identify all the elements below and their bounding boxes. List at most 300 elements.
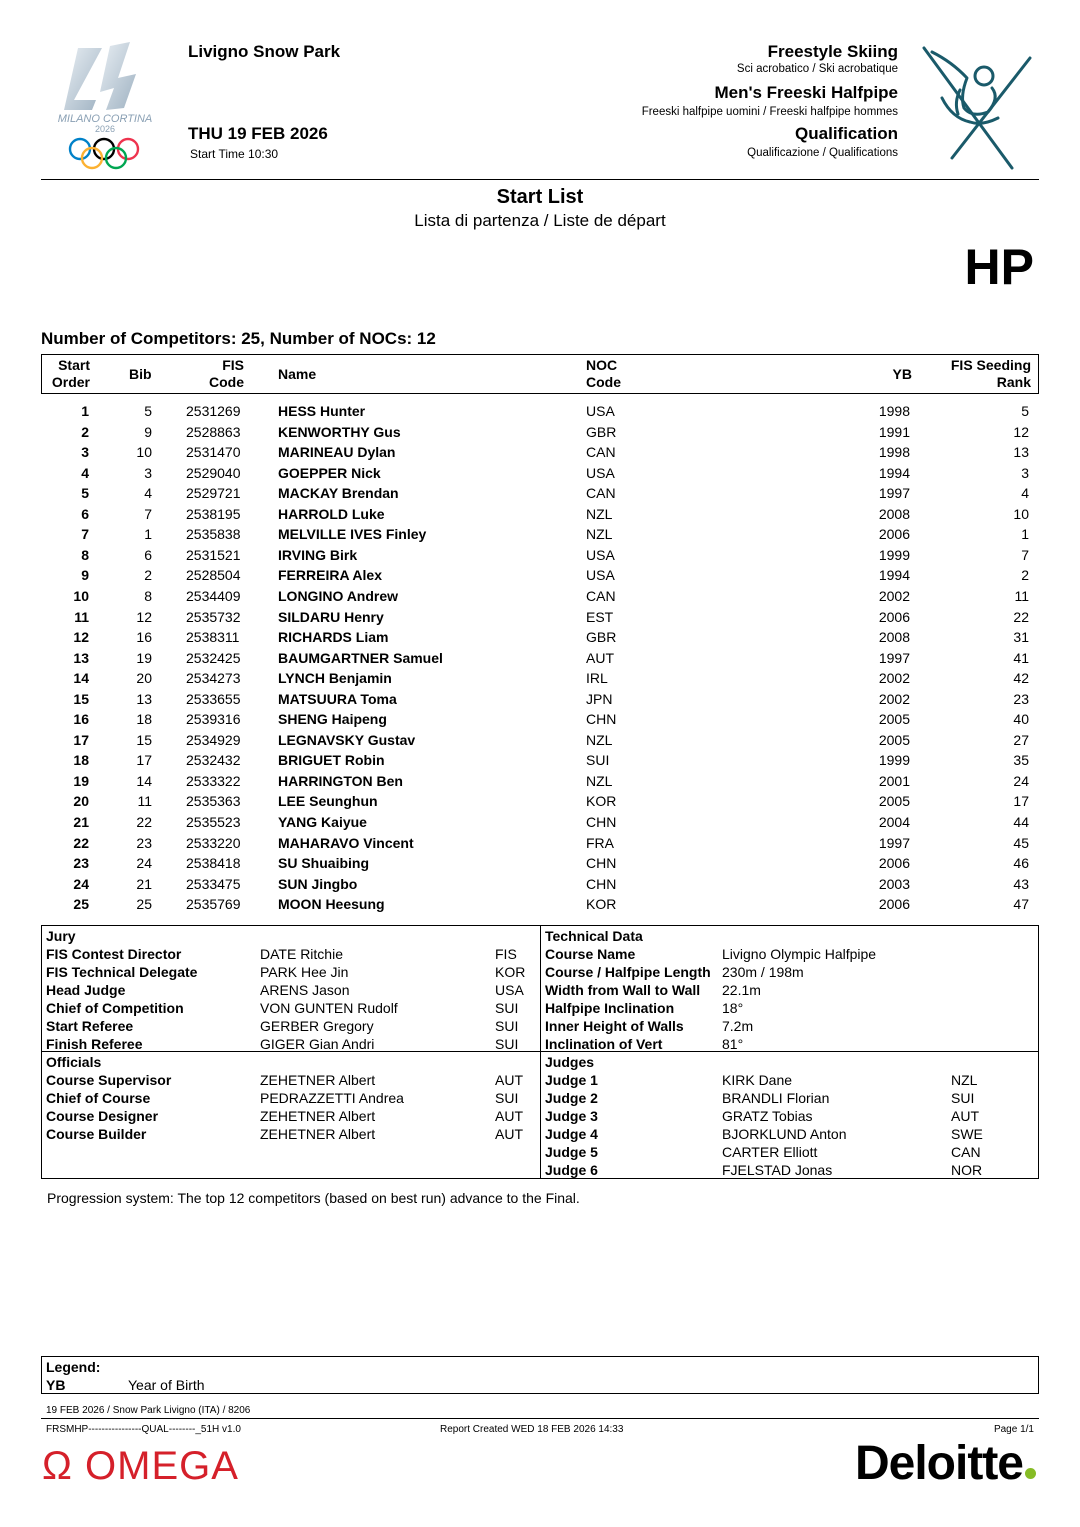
table-row <box>41 627 1037 647</box>
jury-name: GERBER Gregory <box>260 1018 374 1034</box>
year-of-birth: 2002 <box>878 587 910 604</box>
bib: 15 <box>136 731 152 748</box>
table-row <box>41 607 1037 627</box>
legend-key: YB <box>46 1377 66 1393</box>
judge-name: CARTER Elliott <box>722 1144 818 1160</box>
seeding-rank: 24 <box>1013 772 1029 789</box>
bib: 4 <box>144 485 152 502</box>
col-bib: Bib <box>129 366 152 382</box>
judge-name: BRANDLI Florian <box>722 1090 830 1106</box>
document-title: Start List <box>496 186 584 208</box>
noc-code: CHN <box>586 814 617 830</box>
official-role: Course Builder <box>46 1126 147 1142</box>
year-of-birth: 2006 <box>878 608 910 625</box>
bib: 18 <box>136 711 152 728</box>
jury-name: PARK Hee Jin <box>260 964 349 980</box>
start-order: 2 <box>81 423 89 440</box>
official-role: Chief of Course <box>46 1090 151 1106</box>
freestyle-skier-pictogram-icon <box>912 38 1034 174</box>
table-row <box>41 442 1037 462</box>
noc-code: USA <box>586 464 615 481</box>
noc-code: KOR <box>586 793 617 810</box>
bib: 14 <box>136 772 152 789</box>
seeding-rank: 47 <box>1013 896 1029 913</box>
seeding-rank: 31 <box>1013 629 1029 646</box>
year-of-birth: 2002 <box>878 670 910 687</box>
noc-code: CHN <box>586 855 617 872</box>
footer-report-code: FRSMHP----------------QUAL--------_51H v1.0 <box>46 1424 241 1435</box>
deloitte-logo: Deloitte <box>855 1436 1036 1491</box>
year-of-birth: 2002 <box>878 690 910 707</box>
start-order: 18 <box>73 752 89 769</box>
seeding-rank: 23 <box>1013 690 1029 707</box>
sport-name: Freestyle Skiing <box>767 42 898 61</box>
bib: 6 <box>144 546 152 563</box>
start-order: 20 <box>73 793 89 810</box>
fis-code: 2538418 <box>186 855 241 872</box>
table-row <box>41 812 1037 832</box>
athlete-name: SILDARU Henry <box>278 608 384 625</box>
fis-code: 2538311 <box>186 629 240 646</box>
year-of-birth: 1997 <box>878 485 910 502</box>
athlete-name: MARINEAU Dylan <box>278 444 396 461</box>
technical-label: Width from Wall to Wall <box>545 982 701 998</box>
start-order: 11 <box>74 608 89 625</box>
start-order: 12 <box>73 629 89 646</box>
fis-code: 2535363 <box>186 793 241 810</box>
judge-noc: NOR <box>951 1162 983 1178</box>
athlete-name: BAUMGARTNER Samuel <box>278 649 443 666</box>
seeding-rank: 12 <box>1013 423 1029 440</box>
year-of-birth: 1999 <box>878 752 910 769</box>
fis-code: 2533655 <box>186 690 241 707</box>
jury-role: FIS Contest Director <box>46 946 182 962</box>
technical-label: Halfpipe Inclination <box>545 1000 675 1016</box>
bib: 13 <box>136 690 152 707</box>
noc-code: EST <box>586 608 614 625</box>
officials-box <box>41 925 1039 1179</box>
technical-value: 81° <box>722 1036 744 1052</box>
progression-note: Progression system: The top 12 competitors (based on best run) advance to the Final. <box>47 1190 580 1206</box>
table-row <box>41 750 1037 770</box>
bib: 8 <box>144 587 152 604</box>
athlete-name: BRIGUET Robin <box>278 752 385 769</box>
seeding-rank: 3 <box>1021 464 1029 481</box>
table-row <box>41 422 1037 442</box>
year-of-birth: 2001 <box>878 772 910 789</box>
jury-name: GIGER Gian Andri <box>260 1036 375 1052</box>
judge-role: Judge 6 <box>545 1162 598 1178</box>
omega-logo: Ω OMEGA <box>42 1444 239 1488</box>
seeding-rank: 27 <box>1013 731 1029 748</box>
bib: 21 <box>136 875 152 892</box>
judge-name: KIRK Dane <box>722 1072 793 1088</box>
svg-text:2026: 2026 <box>94 124 116 134</box>
start-order: 8 <box>81 546 89 563</box>
start-order: 24 <box>73 875 89 892</box>
table-row <box>41 771 1037 791</box>
athlete-name: MAHARAVO Vincent <box>278 834 414 851</box>
document-subtitle: Lista di partenza / Liste de départ <box>414 211 666 230</box>
deloitte-dot-icon <box>1025 1468 1036 1479</box>
start-order: 16 <box>73 711 89 728</box>
seeding-rank: 10 <box>1013 505 1029 522</box>
bib: 25 <box>136 896 152 913</box>
year-of-birth: 2006 <box>878 896 910 913</box>
start-order: 19 <box>73 772 89 789</box>
athlete-name: LYNCH Benjamin <box>278 670 392 687</box>
seeding-rank: 46 <box>1013 855 1029 872</box>
bib: 17 <box>136 752 152 769</box>
fis-code: 2532432 <box>186 752 241 769</box>
fis-code: 2528863 <box>186 423 241 440</box>
bib: 2 <box>144 567 152 584</box>
start-order: 1 <box>81 403 89 419</box>
year-of-birth: 2005 <box>878 731 910 748</box>
year-of-birth: 1999 <box>878 546 910 563</box>
judge-noc: SWE <box>951 1126 983 1142</box>
discipline-code: HP <box>964 239 1034 295</box>
start-order: 23 <box>73 855 89 872</box>
athlete-name: HESS Hunter <box>278 403 366 419</box>
noc-code: CAN <box>586 587 616 604</box>
bib: 16 <box>136 629 152 646</box>
judge-noc: AUT <box>951 1108 979 1124</box>
event-date: THU 19 FEB 2026 <box>188 124 328 143</box>
noc-code: SUI <box>586 752 610 769</box>
table-row <box>41 483 1037 503</box>
col-noc-code: NOC Code <box>586 357 621 390</box>
noc-code: KOR <box>586 896 617 913</box>
fis-code: 2529040 <box>186 464 241 481</box>
seeding-rank: 22 <box>1013 608 1029 625</box>
judge-noc: NZL <box>951 1072 978 1088</box>
seeding-rank: 42 <box>1013 670 1029 687</box>
start-order: 14 <box>73 670 89 687</box>
jury-noc: SUI <box>495 1018 519 1034</box>
noc-code: GBR <box>586 423 617 440</box>
judges-title: Judges <box>545 1054 595 1070</box>
jury-noc: SUI <box>495 1000 519 1016</box>
seeding-rank: 40 <box>1013 711 1029 728</box>
fis-code: 2533322 <box>186 772 241 789</box>
table-row <box>41 463 1037 483</box>
jury-name: VON GUNTEN Rudolf <box>260 1000 398 1016</box>
athlete-name: SHENG Haipeng <box>278 711 387 728</box>
bib: 19 <box>136 649 152 666</box>
judge-name: FJELSTAD Jonas <box>722 1162 833 1178</box>
jury-noc: SUI <box>495 1036 519 1052</box>
technical-value: 22.1m <box>722 982 761 998</box>
judge-noc: SUI <box>951 1090 975 1106</box>
col-seeding-rank: FIS Seeding Rank <box>950 357 1031 390</box>
bib: 1 <box>144 526 152 543</box>
table-row <box>41 874 1037 894</box>
table-row <box>41 565 1037 585</box>
athlete-name: KENWORTHY Gus <box>278 423 401 440</box>
jury-noc: FIS <box>495 946 517 962</box>
seeding-rank: 44 <box>1013 814 1029 830</box>
year-of-birth: 2006 <box>878 526 910 543</box>
svg-text:MILANO CORTINA: MILANO CORTINA <box>57 113 153 125</box>
omega-symbol-icon: Ω <box>42 1444 73 1488</box>
table-row <box>41 524 1037 544</box>
year-of-birth: 2008 <box>878 629 910 646</box>
official-noc: AUT <box>495 1126 523 1142</box>
officials-title: Officials <box>46 1054 102 1070</box>
athlete-name: MATSUURA Toma <box>278 690 397 707</box>
technical-value: 230m / 198m <box>722 964 804 980</box>
header-divider <box>41 179 1039 180</box>
bib: 24 <box>136 855 152 872</box>
year-of-birth: 1994 <box>878 567 910 584</box>
col-fis-code: FIS Code <box>209 357 244 390</box>
fis-code: 2538195 <box>186 505 241 522</box>
noc-code: JPN <box>586 690 613 707</box>
start-order: 3 <box>81 444 89 461</box>
table-row <box>41 791 1037 811</box>
fis-code: 2534929 <box>186 731 241 748</box>
bib: 11 <box>137 793 152 810</box>
seeding-rank: 17 <box>1013 793 1029 810</box>
bib: 22 <box>136 814 152 830</box>
year-of-birth: 2005 <box>878 711 910 728</box>
noc-code: NZL <box>586 526 613 543</box>
technical-value: Livigno Olympic Halfpipe <box>722 946 877 962</box>
athlete-name: SU Shuaibing <box>278 855 369 872</box>
technical-label: Course / Halfpipe Length <box>545 964 711 980</box>
athlete-name: LEGNAVSKY Gustav <box>278 731 416 748</box>
noc-code: NZL <box>586 731 613 748</box>
seeding-rank: 13 <box>1013 444 1029 461</box>
noc-code: CHN <box>586 711 617 728</box>
judge-name: BJORKLUND Anton <box>722 1126 847 1142</box>
event-name: Men's Freeski Halfpipe <box>714 83 898 102</box>
footer-report-created: Report Created WED 18 FEB 2026 14:33 <box>440 1424 624 1435</box>
year-of-birth: 1997 <box>878 834 910 851</box>
table-row <box>41 689 1037 709</box>
start-order: 7 <box>81 526 89 543</box>
athlete-name: MELVILLE IVES Finley <box>278 526 427 543</box>
noc-code: IRL <box>586 670 608 687</box>
jury-title: Jury <box>46 928 76 944</box>
start-order: 15 <box>73 690 89 707</box>
judge-role: Judge 1 <box>545 1072 598 1088</box>
start-order: 10 <box>73 587 89 604</box>
official-noc: AUT <box>495 1108 523 1124</box>
start-order: 5 <box>81 485 89 502</box>
noc-code: AUT <box>586 649 614 666</box>
athlete-name: LONGINO Andrew <box>278 587 399 604</box>
technical-value: 18° <box>722 1000 744 1016</box>
table-row <box>41 668 1037 688</box>
official-role: Course Designer <box>46 1108 159 1124</box>
fis-code: 2532425 <box>186 649 241 666</box>
official-name: PEDRAZZETTI Andrea <box>260 1090 404 1106</box>
official-name: ZEHETNER Albert <box>260 1072 376 1088</box>
col-yb: YB <box>892 366 912 382</box>
bib: 12 <box>136 608 152 625</box>
technical-value: 7.2m <box>722 1018 754 1034</box>
start-order: 21 <box>73 814 89 830</box>
jury-role: Start Referee <box>46 1018 134 1034</box>
athlete-name: YANG Kaiyue <box>278 814 367 830</box>
footer-divider <box>41 1418 1039 1419</box>
year-of-birth: 2003 <box>878 875 910 892</box>
fis-code: 2535523 <box>186 814 241 830</box>
fis-code: 2534273 <box>186 670 241 687</box>
year-of-birth: 1994 <box>878 464 910 481</box>
technical-label: Inclination of Vert <box>545 1036 663 1052</box>
fis-code: 2531470 <box>186 444 241 461</box>
year-of-birth: 1998 <box>878 444 910 461</box>
fis-code: 2535732 <box>186 608 241 625</box>
col-start-order: Start Order <box>51 357 90 390</box>
fis-code: 2533220 <box>186 834 241 851</box>
judge-role: Judge 2 <box>545 1090 598 1106</box>
official-name: ZEHETNER Albert <box>260 1126 376 1142</box>
year-of-birth: 2006 <box>878 855 910 872</box>
competitor-count: Number of Competitors: 25, Number of NOCs: 12 <box>41 329 436 348</box>
venue-name: Livigno Snow Park <box>188 42 341 61</box>
athlete-name: HARRINGTON Ben <box>278 772 403 789</box>
event-translation: Freeski halfpipe uomini / Freeski halfpipe hommes <box>641 106 898 118</box>
bib: 10 <box>136 444 152 461</box>
start-order: 13 <box>73 649 89 666</box>
table-row <box>41 545 1037 565</box>
year-of-birth: 2008 <box>878 505 910 522</box>
year-of-birth: 1998 <box>878 403 910 419</box>
official-noc: SUI <box>495 1090 519 1106</box>
fis-code: 2539316 <box>186 711 241 728</box>
noc-code: NZL <box>586 772 613 789</box>
athlete-name: MOON Heesung <box>278 896 385 913</box>
jury-role: FIS Technical Delegate <box>46 964 198 980</box>
start-order: 25 <box>73 896 89 913</box>
bib: 20 <box>136 670 152 687</box>
seeding-rank: 2 <box>1021 567 1029 584</box>
phase-name: Qualification <box>795 124 898 143</box>
fis-code: 2531521 <box>186 546 241 563</box>
jury-role: Chief of Competition <box>46 1000 184 1016</box>
table-row <box>41 401 1037 421</box>
table-row <box>41 504 1037 524</box>
start-order: 6 <box>81 505 89 522</box>
start-time: Start Time 10:30 <box>190 147 279 161</box>
year-of-birth: 1991 <box>878 423 910 440</box>
technical-title: Technical Data <box>545 928 643 944</box>
seeding-rank: 45 <box>1013 834 1029 851</box>
seeding-rank: 1 <box>1021 526 1029 543</box>
bib: 3 <box>144 464 152 481</box>
games-logo <box>44 38 166 173</box>
seeding-rank: 4 <box>1021 485 1029 502</box>
jury-name: DATE Ritchie <box>260 946 343 962</box>
noc-code: CAN <box>586 485 616 502</box>
table-row <box>41 648 1037 668</box>
bib: 9 <box>144 423 152 440</box>
technical-label: Inner Height of Walls <box>545 1018 684 1034</box>
technical-label: Course Name <box>545 946 636 962</box>
noc-code: NZL <box>586 505 613 522</box>
footer-venue-line: 19 FEB 2026 / Snow Park Livigno (ITA) / 8206 <box>46 1405 251 1416</box>
start-order: 4 <box>81 464 89 481</box>
fis-code: 2533475 <box>186 875 241 892</box>
bib: 5 <box>144 403 152 419</box>
athlete-name: MACKAY Brendan <box>278 485 399 502</box>
jury-role: Finish Referee <box>46 1036 143 1052</box>
seeding-rank: 41 <box>1013 649 1029 666</box>
jury-role: Head Judge <box>46 982 126 998</box>
legend-box <box>41 1356 1039 1394</box>
official-role: Course Supervisor <box>46 1072 172 1088</box>
fis-code: 2531269 <box>186 403 241 419</box>
judge-role: Judge 3 <box>545 1108 598 1124</box>
judge-name: GRATZ Tobias <box>722 1108 813 1124</box>
start-list-header <box>41 354 1039 394</box>
legend-value: Year of Birth <box>128 1377 205 1393</box>
footer-page: Page 1/1 <box>993 1424 1034 1435</box>
fis-code: 2535769 <box>186 896 241 913</box>
jury-noc: KOR <box>495 964 526 980</box>
bib: 7 <box>144 505 152 522</box>
fis-code: 2534409 <box>186 587 241 604</box>
table-row <box>41 853 1037 873</box>
table-row <box>41 586 1037 606</box>
bib: 23 <box>136 834 152 851</box>
start-order: 22 <box>73 834 89 851</box>
seeding-rank: 7 <box>1021 546 1029 563</box>
athlete-name: GOEPPER Nick <box>278 464 381 481</box>
fis-code: 2535838 <box>186 526 241 543</box>
table-row <box>41 709 1037 729</box>
year-of-birth: 2004 <box>878 814 910 830</box>
year-of-birth: 2005 <box>878 793 910 810</box>
official-noc: AUT <box>495 1072 523 1088</box>
fis-code: 2528504 <box>186 567 241 584</box>
noc-code: GBR <box>586 629 617 646</box>
seeding-rank: 5 <box>1021 403 1029 419</box>
noc-code: USA <box>586 567 615 584</box>
seeding-rank: 43 <box>1013 875 1029 892</box>
athlete-name: HARROLD Luke <box>278 505 385 522</box>
judge-role: Judge 4 <box>545 1126 598 1142</box>
table-row <box>41 730 1037 750</box>
athlete-name: LEE Seunghun <box>278 793 378 810</box>
noc-code: CHN <box>586 875 617 892</box>
athlete-name: RICHARDS Liam <box>278 629 389 646</box>
athlete-name: FERREIRA Alex <box>278 567 382 584</box>
fis-code: 2529721 <box>186 485 241 502</box>
jury-noc: USA <box>495 982 524 998</box>
noc-code: FRA <box>586 834 614 851</box>
start-order: 9 <box>81 567 89 584</box>
noc-code: USA <box>586 546 615 563</box>
table-row <box>41 833 1037 853</box>
judge-role: Judge 5 <box>545 1144 598 1160</box>
athlete-name: SUN Jingbo <box>278 875 358 892</box>
seeding-rank: 11 <box>1014 587 1029 604</box>
jury-name: ARENS Jason <box>260 982 350 998</box>
col-name: Name <box>278 366 317 382</box>
judge-noc: CAN <box>951 1144 981 1160</box>
legend-title: Legend: <box>46 1359 101 1375</box>
official-name: ZEHETNER Albert <box>260 1108 376 1124</box>
athlete-name: IRVING Birk <box>278 546 358 563</box>
table-row <box>41 894 1037 914</box>
start-order: 17 <box>73 731 89 748</box>
noc-code: USA <box>586 403 615 419</box>
